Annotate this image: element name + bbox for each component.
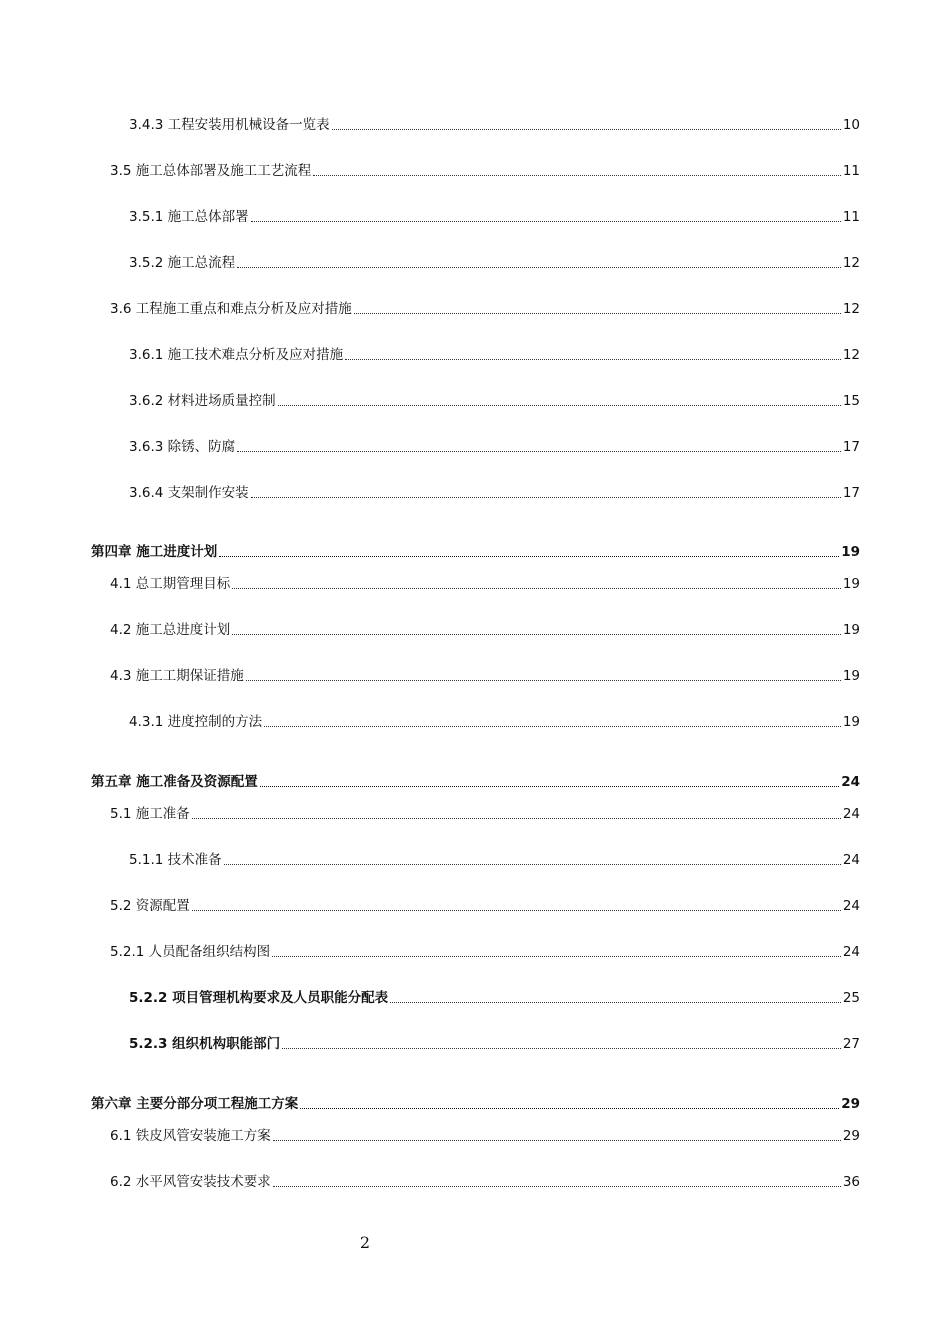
toc-entry[interactable] [129, 1031, 860, 1053]
toc-entry-page: 12 [842, 255, 860, 271]
toc-entry[interactable] [129, 388, 860, 410]
dot-leader [390, 1002, 841, 1003]
dot-leader [345, 359, 841, 360]
toc-entry[interactable] [110, 1123, 860, 1145]
toc-entry-title: 3.6.2 材料进场质量控制 [129, 393, 276, 409]
dot-leader [260, 786, 840, 787]
dot-leader [273, 1140, 841, 1141]
toc-entry-title: 6.2 水平风管安装技术要求 [110, 1174, 271, 1190]
page-number: 2 [359, 1233, 371, 1252]
toc-entry-page: 24 [842, 806, 860, 822]
toc-entry-title: 3.5.2 施工总流程 [129, 255, 236, 271]
toc-entry[interactable] [129, 434, 860, 456]
toc-entry[interactable] [110, 939, 860, 961]
toc-entry-title: 5.2.1 人员配备组织结构图 [110, 944, 271, 960]
toc-entry-page: 19 [842, 622, 860, 638]
toc-entry-page: 29 [842, 1128, 860, 1144]
dot-leader [278, 405, 841, 406]
toc-entry-page: 36 [842, 1174, 860, 1190]
toc-entry-page: 19 [841, 544, 860, 560]
toc-entry-page: 29 [841, 1096, 860, 1112]
toc-entry-title: 4.3.1 进度控制的方法 [129, 714, 263, 730]
toc-entry[interactable] [129, 709, 860, 731]
toc-entry-title: 6.1 铁皮风管安装施工方案 [110, 1128, 271, 1144]
toc-entry-page: 19 [842, 576, 860, 592]
toc-chapter[interactable] [91, 769, 860, 791]
toc-entry-title: 4.2 施工总进度计划 [110, 622, 231, 638]
toc-entry-page: 10 [842, 117, 860, 133]
toc-entry-page: 12 [842, 301, 860, 317]
toc-entry[interactable] [110, 571, 860, 593]
dot-leader [232, 588, 841, 589]
toc-entry-page: 17 [842, 485, 860, 501]
toc-entry[interactable] [129, 250, 860, 272]
toc-entry-page: 15 [842, 393, 860, 409]
dot-leader [237, 451, 841, 452]
toc-entry-title: 4.3 施工工期保证措施 [110, 668, 244, 684]
toc-entry-page: 17 [842, 439, 860, 455]
toc-entry[interactable] [129, 112, 860, 134]
toc-entry-page: 24 [842, 852, 860, 868]
dot-leader [251, 497, 841, 498]
toc-entry-title: 5.2 资源配置 [110, 898, 190, 914]
dot-leader [272, 956, 841, 957]
dot-leader [224, 864, 841, 865]
toc-entry-page: 24 [842, 898, 860, 914]
toc-entry-page: 24 [841, 774, 860, 790]
dot-leader [264, 726, 841, 727]
dot-leader [237, 267, 841, 268]
dot-leader [273, 1186, 841, 1187]
toc-entry[interactable] [110, 617, 860, 639]
toc-entry-title: 5.2.3 组织机构职能部门 [129, 1036, 281, 1052]
toc-entry[interactable] [110, 801, 860, 823]
dot-leader [313, 175, 841, 176]
dot-leader [332, 129, 841, 130]
toc-entry-title: 3.4.3 工程安装用机械设备一览表 [129, 117, 330, 133]
toc-entry-page: 11 [842, 163, 860, 179]
toc-entry-title: 5.1.1 技术准备 [129, 852, 222, 868]
toc-chapter[interactable] [91, 539, 860, 561]
toc-entry[interactable] [110, 663, 860, 685]
toc-entry[interactable] [129, 342, 860, 364]
toc-entry-title: 5.2.2 项目管理机构要求及人员职能分配表 [129, 990, 389, 1006]
toc-entry-page: 24 [842, 944, 860, 960]
toc-entry[interactable] [129, 847, 860, 869]
toc-entry-title: 3.6.4 支架制作安装 [129, 485, 249, 501]
toc-entry-title: 3.6.3 除锈、防腐 [129, 439, 236, 455]
toc-entry-title: 3.5.1 施工总体部署 [129, 209, 249, 225]
toc-entry[interactable] [129, 204, 860, 226]
toc-entry[interactable] [110, 158, 860, 180]
dot-leader [192, 818, 841, 819]
dot-leader [219, 556, 839, 557]
toc-entry-title: 第四章 施工进度计划 [91, 544, 218, 560]
toc-entry-page: 19 [842, 714, 860, 730]
dot-leader [354, 313, 841, 314]
toc-entry-title: 5.1 施工准备 [110, 806, 190, 822]
toc-entry-title: 第五章 施工准备及资源配置 [91, 774, 258, 790]
toc-entry[interactable] [129, 480, 860, 502]
toc-entry[interactable] [110, 1169, 860, 1191]
toc-entry-title: 第六章 主要分部分项工程施工方案 [91, 1096, 299, 1112]
toc-entry-page: 19 [842, 668, 860, 684]
toc-entry[interactable] [129, 985, 860, 1007]
toc-entry-title: 4.1 总工期管理目标 [110, 576, 231, 592]
toc-entry[interactable] [110, 893, 860, 915]
toc-entry-page: 27 [842, 1036, 860, 1052]
toc-entry-title: 3.5 施工总体部署及施工工艺流程 [110, 163, 312, 179]
dot-leader [192, 910, 841, 911]
toc-entry-page: 25 [842, 990, 860, 1006]
dot-leader [251, 221, 841, 222]
toc-entry-page: 12 [842, 347, 860, 363]
dot-leader [232, 634, 841, 635]
toc-chapter[interactable] [91, 1091, 860, 1113]
dot-leader [246, 680, 841, 681]
toc-entry-title: 3.6 工程施工重点和难点分析及应对措施 [110, 301, 352, 317]
dot-leader [282, 1048, 841, 1049]
toc-entry-page: 11 [842, 209, 860, 225]
toc-entry-title: 3.6.1 施工技术难点分析及应对措施 [129, 347, 344, 363]
dot-leader [300, 1108, 839, 1109]
toc-entry[interactable] [110, 296, 860, 318]
